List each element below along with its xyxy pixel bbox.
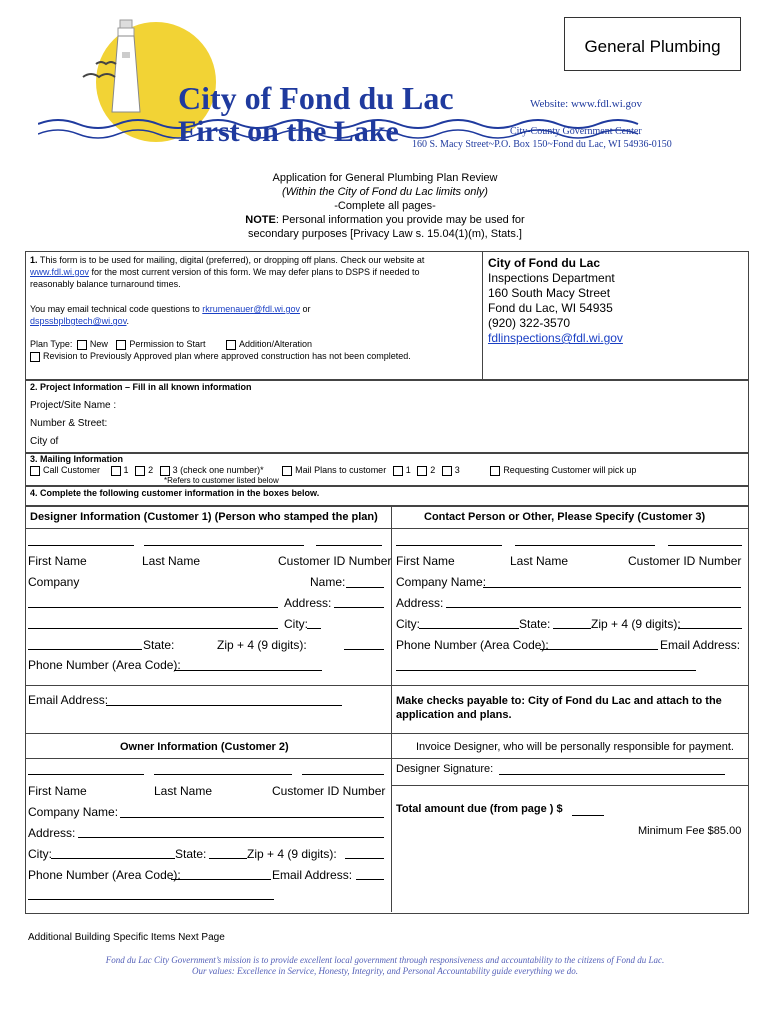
owner-email-label: Email Address: (272, 868, 353, 882)
call-customer-label: Call Customer (43, 465, 101, 475)
contact3-last-line[interactable] (515, 545, 655, 546)
mission-statement (0, 955, 770, 977)
owner-zip-label: Zip + 4 (9 digits): (247, 847, 337, 861)
contact-city: City of Fond du Lac (488, 256, 600, 270)
contact3-city-field[interactable] (419, 628, 519, 629)
form-type-label: General Plumbing (584, 37, 721, 56)
opt-permission-label: Permission to Start (129, 339, 206, 349)
checkbox-pickup[interactable] (490, 466, 500, 476)
checkbox-permission[interactable] (116, 340, 126, 350)
designer-last-line[interactable] (144, 545, 304, 546)
contact3-address-field[interactable] (446, 607, 741, 608)
section1-text1: This form is to be used for mailing, digital (preferred), or dropping off plans. Check our website at (39, 255, 425, 265)
designer-first-label: First Name (28, 554, 87, 568)
designer-last-label: Last Name (142, 554, 201, 568)
email-link-dsps[interactable]: dspssbplbgtech@wi.gov (30, 316, 127, 326)
privacy-note (0, 213, 770, 227)
designer-title: Designer Information (Customer 1) (Person who stamped the plan) (30, 511, 378, 523)
designer-id-label: Customer ID Number (278, 554, 392, 568)
owner-phone-label: Phone Number (Area Code): (28, 868, 181, 882)
intro-block (0, 171, 770, 241)
owner-address-field[interactable] (78, 837, 384, 838)
section1-divider (482, 251, 483, 379)
website-link[interactable]: www.fdl.wi.gov (30, 267, 90, 277)
designer-zip-label: Zip + 4 (9 digits): (217, 638, 307, 652)
checkbox-call-1[interactable] (111, 466, 121, 476)
designer-address-field[interactable] (334, 607, 384, 608)
logo-website: Website: www.fdl.wi.gov (530, 98, 643, 110)
section1-line3: reasonably balance turnaround times. (30, 279, 181, 289)
designer-signature-label: Designer Signature: (396, 763, 494, 775)
contact-dept: Inspections Department (488, 271, 615, 285)
inspections-contact (488, 256, 623, 346)
checkbox-call-2[interactable] (135, 466, 145, 476)
note-text: : Personal information you provide may be used for (275, 214, 525, 226)
section1-email-line (30, 304, 310, 314)
section1-num: 1. (30, 255, 38, 265)
contact3-zip-label: Zip + 4 (9 digits): (591, 617, 681, 631)
logo-title: City of Fond du Lac (178, 80, 454, 116)
designer-company-label: Company (28, 575, 80, 589)
owner-address-label: Address: (28, 826, 76, 840)
total-amount-field[interactable] (572, 815, 604, 816)
designer-city-field[interactable] (307, 628, 321, 629)
note-label: NOTE (245, 214, 276, 226)
checkbox-call-customer[interactable] (30, 466, 40, 476)
designer-id-line[interactable] (316, 545, 382, 546)
owner-id-line[interactable] (302, 774, 384, 775)
logo-center: City-County Government Center (510, 126, 642, 137)
values-line: Our values: Excellence in Service, Honesty, Integrity, and Personal Accountability guide everything we do. (192, 966, 578, 976)
call-1-label: 1 (123, 465, 129, 475)
period-text: . (126, 316, 130, 326)
logo-address: 160 S. Macy Street~P.O. Box 150~Fond du Lac, WI 54936-0150 (412, 139, 672, 150)
contact3-email-field[interactable] (396, 670, 696, 671)
middle-divider (25, 733, 748, 734)
or-text: or (299, 304, 311, 314)
contact-email-link[interactable]: fdlinspections@fdl.wi.gov (488, 331, 623, 345)
contact3-title: Contact Person or Other, Please Specify (Customer 3) (424, 511, 706, 523)
owner-zip-field[interactable] (345, 858, 384, 859)
call-2-label: 2 (148, 465, 154, 475)
opt-revision-label: Revision to Previously Approved plan where approved construction has not been completed. (43, 351, 411, 361)
designer-first-line[interactable] (28, 545, 134, 546)
section1-email-line2 (30, 316, 129, 326)
checkbox-revision[interactable] (30, 352, 40, 362)
pickup-label: Requesting Customer will pick up (503, 465, 637, 475)
owner-company-label: Company Name: (28, 805, 119, 819)
mail-plans-label: Mail Plans to customer (295, 465, 387, 475)
section1-line2 (30, 267, 420, 277)
owner-email-line2[interactable] (28, 899, 274, 900)
contact3-city-label: City: (396, 617, 420, 631)
designer-name-field[interactable] (346, 587, 384, 588)
designer-address-label: Address: (284, 596, 332, 610)
designer-state-label: State: (143, 638, 175, 652)
mission-line: Fond du Lac City Government’s mission is to provide excellent local government through responsiveness and accountability to the citizens of Fond du Lac. (105, 955, 665, 965)
opt-addition-label: Addition/Alteration (238, 339, 313, 349)
checks-top-divider (391, 685, 748, 686)
designer-signature-field[interactable] (499, 774, 725, 775)
form-type-badge (564, 17, 741, 71)
project-name-label: Project/Site Name : (30, 400, 117, 411)
application-subtitle: (Within the City of Fond du Lac limits only) (282, 186, 488, 198)
designer-phone-field[interactable] (174, 670, 322, 671)
section3-title: 3. Mailing Information (30, 454, 124, 464)
section1-text2: for the most current version of this form. We may defer plans to DSPS if needed to (89, 267, 420, 277)
section1-line1 (30, 255, 424, 265)
contact-citystate: Fond du Lac, WI 54935 (488, 301, 613, 315)
opt-new-label: New (89, 339, 108, 349)
owner-first-label: First Name (28, 784, 87, 798)
contact3-first-label: First Name (396, 554, 455, 568)
checkbox-call-3[interactable] (160, 466, 170, 476)
owner-header-divider (25, 758, 391, 759)
city-of-label: City of (30, 436, 59, 447)
owner-company-field[interactable] (120, 817, 384, 818)
total-divider (391, 785, 748, 786)
designer-bottom-divider (25, 685, 391, 686)
owner-email-field[interactable] (356, 879, 384, 880)
application-title: Application for General Plumbing Plan Review (272, 172, 498, 184)
checks-line1: Make checks payable to: City of Fond du Lac and attach to the (396, 695, 722, 707)
owner-last-line[interactable] (154, 774, 292, 775)
contact-phone: (920) 322-3570 (488, 316, 571, 330)
mailing-row (30, 465, 636, 476)
designer-email-field[interactable] (106, 705, 342, 706)
contact3-first-line[interactable] (396, 545, 502, 546)
checks-line2: application and plans. (396, 709, 512, 721)
invoice-designer-text: Invoice Designer, who will be personally responsible for payment. (416, 741, 734, 753)
mail-2-label: 2 (430, 465, 436, 475)
owner-title: Owner Information (Customer 2) (120, 741, 289, 753)
section2-title: 2. Project Information – Fill in all known information (30, 382, 252, 392)
logo-tagline: First on the Lake (178, 115, 399, 148)
contact3-last-label: Last Name (510, 554, 569, 568)
designer-state-field[interactable] (28, 649, 142, 650)
section4-title: 4. Complete the following customer information in the boxes below. (30, 488, 320, 498)
designer-phone-label: Phone Number (Area Code): (28, 658, 181, 672)
designer-city-label: City: (284, 617, 308, 631)
contact3-id-line[interactable] (668, 545, 742, 546)
contact3-company-label: Company Name: (396, 575, 487, 589)
contact3-address-label: Address: (396, 596, 444, 610)
owner-city-field[interactable] (51, 858, 175, 859)
privacy-note-2: secondary purposes [Privacy Law s. 15.04(1)(m), Stats.] (248, 228, 522, 240)
checkbox-addition[interactable] (226, 340, 236, 350)
designer-company-field[interactable] (28, 607, 278, 608)
mail-3-label: 3 (454, 465, 460, 475)
contact3-company-field[interactable] (483, 587, 741, 588)
invoice-divider (391, 758, 748, 759)
owner-state-field[interactable] (209, 858, 247, 859)
email-question: You may email technical code questions to (30, 304, 203, 314)
checkbox-mail-2[interactable] (417, 466, 427, 476)
contact3-id-label: Customer ID Number (628, 554, 742, 568)
checkbox-mail-3[interactable] (442, 466, 452, 476)
designer-email-label: Email Address: (28, 693, 109, 707)
revision-row (30, 351, 411, 362)
plan-type-label: Plan Type: (30, 339, 73, 349)
checkbox-mail-plans[interactable] (282, 466, 292, 476)
next-page-note: Additional Building Specific Items Next Page (28, 932, 225, 943)
checkbox-mail-1[interactable] (393, 466, 403, 476)
contact3-state-label: State: (519, 617, 551, 631)
owner-phone-field[interactable] (171, 879, 271, 880)
contact3-state-field[interactable] (553, 628, 591, 629)
owner-city-label: City: (28, 847, 52, 861)
mail-1-label: 1 (405, 465, 411, 475)
contact3-phone-field[interactable] (540, 649, 658, 650)
owner-first-line[interactable] (28, 774, 144, 775)
checks-payable (396, 694, 722, 722)
contact-street: 160 South Macy Street (488, 286, 611, 300)
plan-type-row (30, 339, 312, 350)
contact3-email-label: Email Address: (660, 638, 741, 652)
owner-id-label: Customer ID Number (272, 784, 386, 798)
grid-header-divider (25, 528, 748, 529)
designer-name-label: Name: (310, 575, 346, 589)
total-amount-label: Total amount due (from page ) $ (396, 803, 563, 815)
checkbox-new[interactable] (77, 340, 87, 350)
contact3-phone-label: Phone Number (Area Code): (396, 638, 549, 652)
owner-state-label: State: (175, 847, 207, 861)
call-3-label: 3 (check one number)* (172, 465, 264, 475)
refers-note: *Refers to customer listed below (164, 476, 279, 485)
contact3-zip-field[interactable] (678, 628, 742, 629)
owner-last-label: Last Name (154, 784, 213, 798)
designer-address-line2[interactable] (28, 628, 278, 629)
complete-all-pages: -Complete all pages- (334, 200, 436, 212)
designer-zip-field[interactable] (344, 649, 384, 650)
email-link-rkrumenauer[interactable]: rkrumenauer@fdl.wi.gov (202, 304, 300, 314)
minimum-fee: Minimum Fee $85.00 (638, 825, 742, 837)
number-street-label: Number & Street: (30, 418, 108, 429)
